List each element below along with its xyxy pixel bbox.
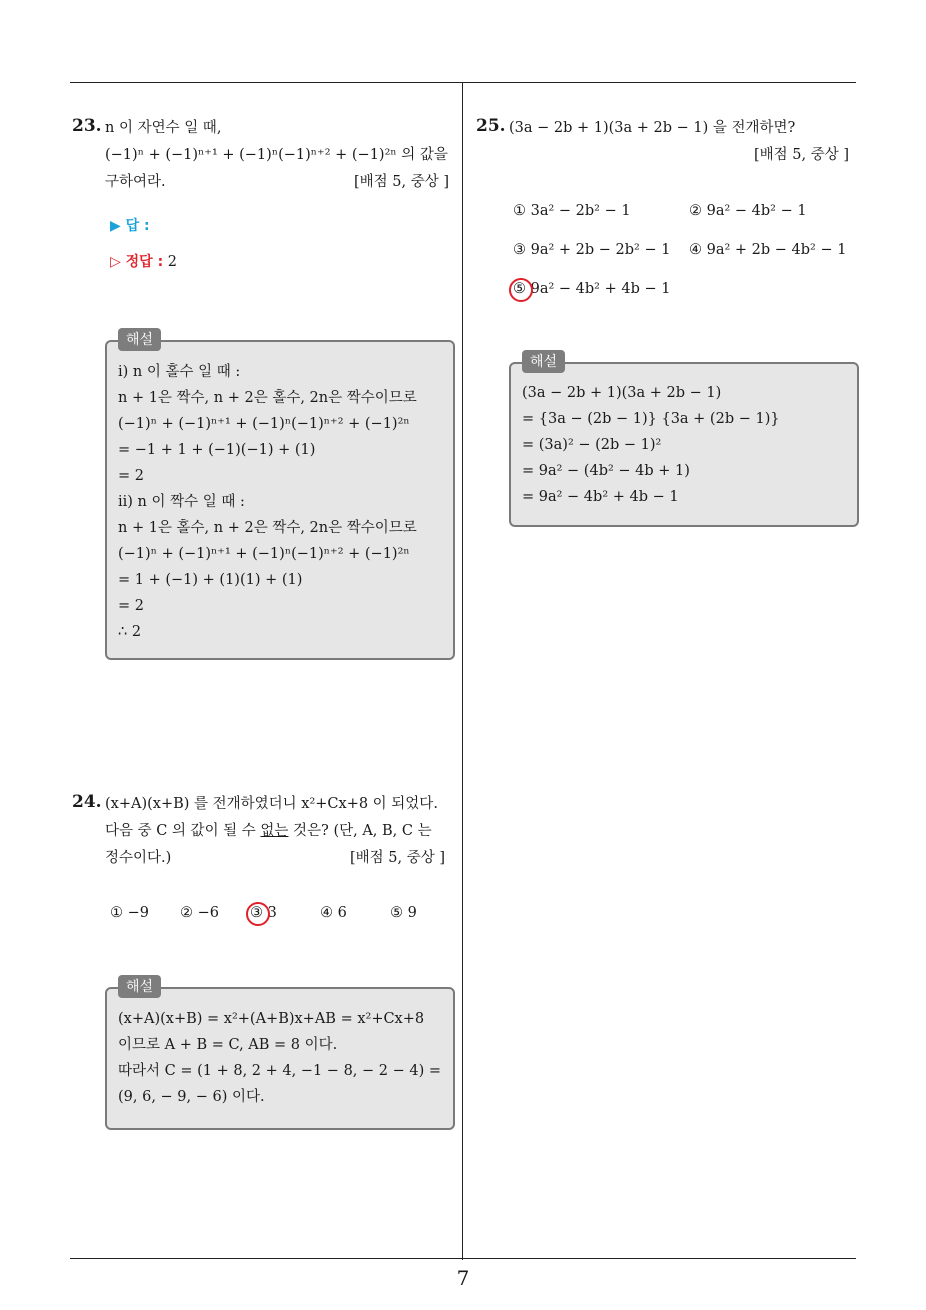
underlined-word: 없는 <box>260 823 289 839</box>
solution-line: = 1 + (−1) + (1)(1) + (1) <box>118 572 303 588</box>
choice-1[interactable]: ① 3a² − 2b² − 1 <box>513 203 631 219</box>
correct-label: ▷ 정답 : <box>110 254 164 270</box>
question-text: (3a − 2b + 1)(3a + 2b − 1) 을 전개하면? <box>509 120 796 136</box>
solution-line: (9, 6, − 9, − 6) 이다. <box>118 1089 265 1105</box>
question-text: 다음 중 C 의 값이 될 수 없는 것은? (단, A, B, C 는 <box>105 823 432 839</box>
question-text: (x+A)(x+B) 를 전개하였더니 x²+Cx+8 이 되었다. <box>105 796 438 812</box>
solution-line: ii) n 이 짝수 일 때 : <box>118 494 245 510</box>
solution-line: = (3a)² − (2b − 1)² <box>522 437 662 453</box>
question-text: n 이 자연수 일 때, <box>105 120 222 136</box>
solution-line: (x+A)(x+B) = x²+(A+B)x+AB = x²+Cx+8 <box>118 1011 425 1027</box>
choice-2[interactable]: ② −6 <box>180 905 219 921</box>
choice-3[interactable]: ③ 3 <box>250 905 277 921</box>
question-number: 25. <box>476 116 506 136</box>
solution-line: = −1 + 1 + (−1)(−1) + (1) <box>118 442 316 458</box>
solution-line: i) n 이 홀수 일 때 : <box>118 364 241 380</box>
question-text: 구하여라. <box>105 174 166 190</box>
choice-3[interactable]: ③ 9a² + 2b − 2b² − 1 <box>513 242 671 258</box>
solution-line: (−1)ⁿ + (−1)ⁿ⁺¹ + (−1)ⁿ(−1)ⁿ⁺² + (−1)²ⁿ <box>118 416 410 432</box>
question-text: (−1)ⁿ + (−1)ⁿ⁺¹ + (−1)ⁿ(−1)ⁿ⁺² + (−1)²ⁿ 의 값을 <box>105 147 448 163</box>
choice-1[interactable]: ① −9 <box>110 905 149 921</box>
page-number: 7 <box>456 1266 470 1290</box>
selected-mark-icon <box>246 902 270 926</box>
solution-tag: 해설 <box>118 328 161 351</box>
choice-4[interactable]: ④ 9a² + 2b − 4b² − 1 <box>689 242 847 258</box>
solution-line: n + 1은 짝수, n + 2은 홀수, 2n은 짝수이므로 <box>118 390 417 406</box>
selected-mark-icon <box>509 278 533 302</box>
correct-value: 2 <box>167 254 178 270</box>
question-number: 23. <box>72 116 102 136</box>
solution-line: = 2 <box>118 598 144 614</box>
question-number: 24. <box>72 792 102 812</box>
solution-line: 따라서 C = (1 + 8, 2 + 4, −1 − 8, − 2 − 4) = <box>118 1063 442 1079</box>
score-label: [배점 5, 중상 ] <box>754 147 850 163</box>
choice-4[interactable]: ④ 6 <box>320 905 347 921</box>
bottom-rule <box>70 1258 856 1259</box>
solution-line: 이므로 A + B = C, AB = 8 이다. <box>118 1037 338 1053</box>
solution-line: = {3a − (2b − 1)} {3a + (2b − 1)} <box>522 411 780 427</box>
solution-line: ∴ 2 <box>118 624 142 640</box>
choice-5[interactable]: ⑤ 9 <box>390 905 417 921</box>
solution-line: = 9a² − 4b² + 4b − 1 <box>522 489 679 505</box>
score-label: [배점 5, 중상 ] <box>350 850 446 866</box>
choice-2[interactable]: ② 9a² − 4b² − 1 <box>689 203 807 219</box>
solution-line: = 2 <box>118 468 144 484</box>
column-divider <box>462 83 463 1260</box>
choice-5[interactable]: ⑤ 9a² − 4b² + 4b − 1 <box>513 281 671 297</box>
solution-line: = 9a² − (4b² − 4b + 1) <box>522 463 690 479</box>
solution-line: n + 1은 홀수, n + 2은 짝수, 2n은 짝수이므로 <box>118 520 417 536</box>
answer-label: ▶ 답 : <box>110 218 150 234</box>
solution-tag: 해설 <box>118 975 161 998</box>
solution-tag: 해설 <box>522 350 565 373</box>
top-rule <box>70 82 856 83</box>
correct-answer <box>110 252 177 272</box>
solution-line: (−1)ⁿ + (−1)ⁿ⁺¹ + (−1)ⁿ(−1)ⁿ⁺² + (−1)²ⁿ <box>118 546 410 562</box>
question-text: 정수이다.) <box>105 850 172 866</box>
score-label: [배점 5, 중상 ] <box>354 174 450 190</box>
solution-line: (3a − 2b + 1)(3a + 2b − 1) <box>522 385 722 401</box>
